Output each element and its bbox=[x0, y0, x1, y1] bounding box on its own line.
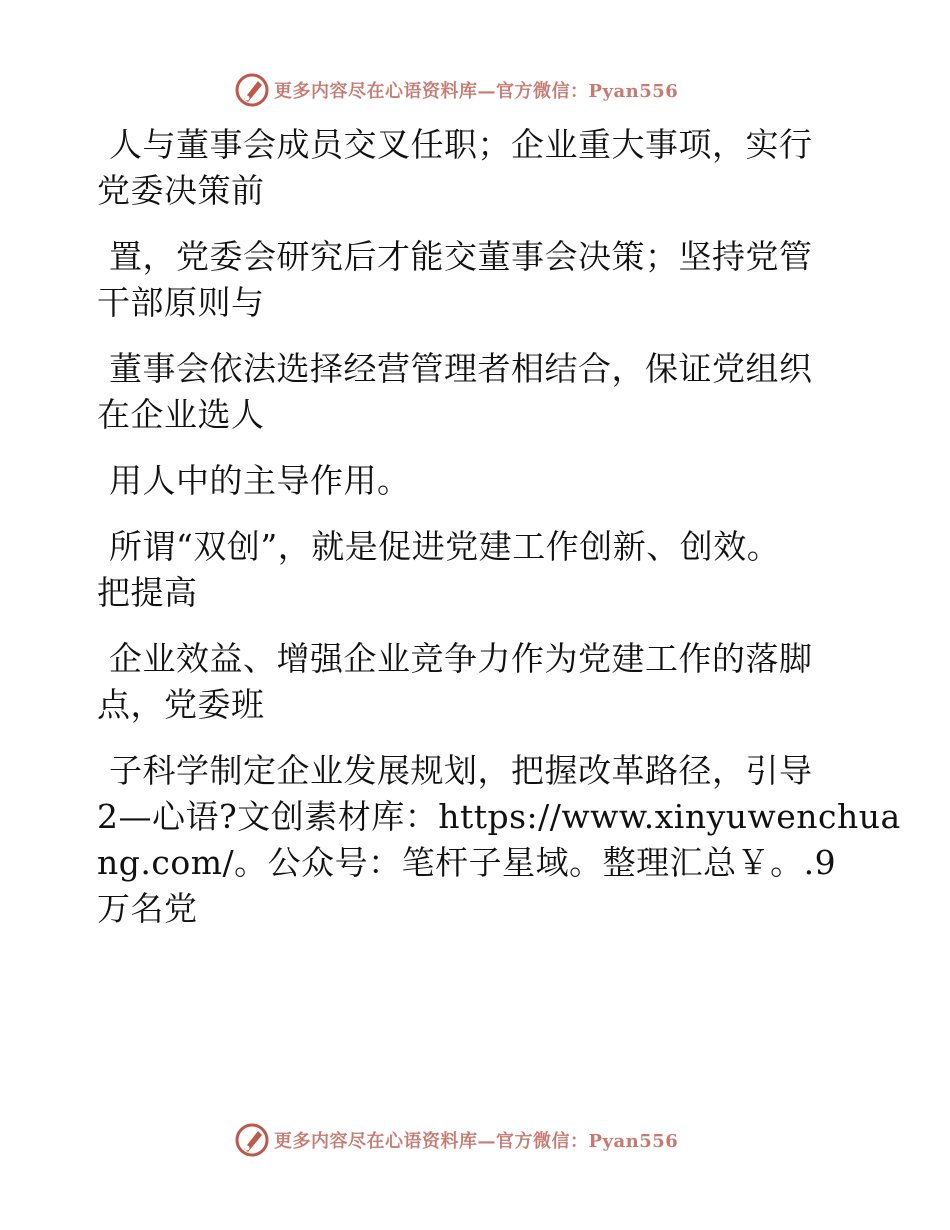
text-line: 用人中的主导作用。 bbox=[109, 461, 411, 500]
text-line: 所谓“双创”，就是促进党建工作创新、创效。 bbox=[109, 527, 781, 566]
text-line: 人与董事会成员交叉任职；企业重大事项，实行 bbox=[109, 125, 813, 164]
text-line: 万名党 bbox=[97, 889, 198, 928]
footer-banner-text: 更多内容尽在心语资料库—官方微信：Pyan556 bbox=[274, 1131, 679, 1152]
text-line: 2—心语?文创素材库：https://www.xinyuwenchua bbox=[97, 797, 901, 836]
header-banner-text: 更多内容尽在心语资料库—官方微信：Pyan556 bbox=[274, 81, 679, 102]
text-line: 党委决策前 bbox=[97, 171, 265, 210]
header-banner bbox=[234, 70, 678, 110]
text-line: 董事会依法选择经营管理者相结合，保证党组织 bbox=[109, 349, 813, 388]
body-text bbox=[97, 122, 901, 932]
text-line: 企业效益、增强企业竞争力作为党建工作的落脚 bbox=[109, 639, 813, 678]
text-line: 子科学制定企业发展规划，把握改革路径，引导 bbox=[109, 751, 813, 790]
text-line: 干部原则与 bbox=[97, 283, 265, 322]
text-line: 点，党委班 bbox=[97, 685, 265, 724]
footer-banner bbox=[234, 1120, 678, 1160]
text-line: ng.com/。公众号：笔杆子星域。整理汇总￥。.9 bbox=[97, 843, 837, 882]
pen-logo-icon bbox=[234, 72, 270, 108]
text-line: 在企业选人 bbox=[97, 395, 265, 434]
text-line: 置，党委会研究后才能交董事会决策；坚持党管 bbox=[109, 237, 813, 276]
text-line: 把提高 bbox=[97, 573, 198, 612]
pen-logo-icon bbox=[234, 1122, 270, 1158]
